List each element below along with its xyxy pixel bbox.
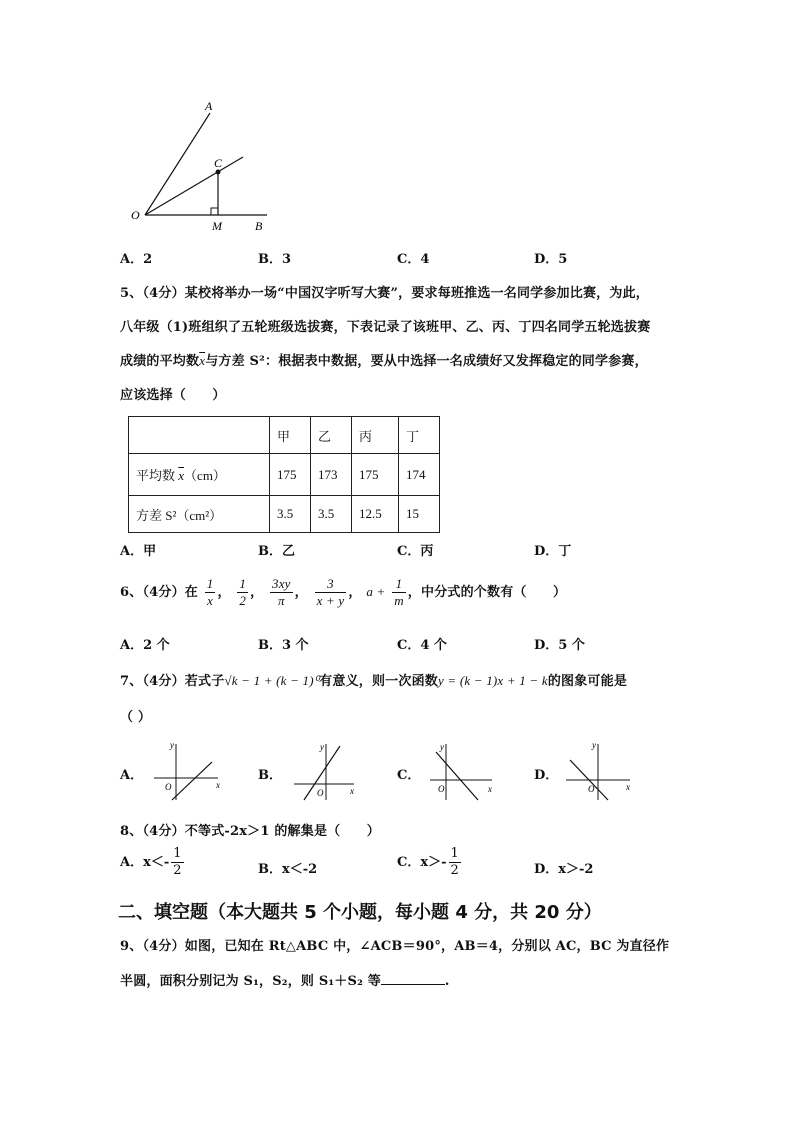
q5-score-table (128, 416, 440, 533)
graph-b[interactable] (290, 738, 365, 802)
svg-text:y: y (592, 740, 596, 750)
section-heading: 二、填空题（本大题共 5 个小题，每小题 4 分，共 20 分） (118, 902, 602, 923)
table-cell: 3.5 (270, 496, 311, 533)
graph-d[interactable] (564, 738, 644, 802)
q7-option-c[interactable]: C． (397, 768, 421, 783)
q9-line2: 半圆，面积分别记为 S₁，S₂，则 S₁＋S₂ 等 . (120, 974, 450, 989)
q4-option-a[interactable]: A．2 (120, 252, 153, 267)
svg-text:y: y (440, 742, 444, 752)
q8-option-c[interactable]: C．x＞- $\frac{1}{2}$ (397, 846, 459, 878)
table-cell: 174 (399, 454, 440, 496)
table-cell: 3.5 (311, 496, 352, 533)
graph-c[interactable] (428, 738, 503, 802)
answer-blank[interactable] (381, 972, 445, 985)
table-header-cell: 甲 (270, 417, 311, 454)
q8-question: 8、（4分）不等式-2x＞1 的解集是（ ） (120, 824, 380, 839)
q7-line1: 7、（4分）若式子√k − 1 + (k − 1)⁰有意义，则一次函数y = (k − 1)x + 1 − k的图象可能是 (120, 673, 628, 689)
fraction-half: $\frac{1}{2}$ (450, 846, 459, 878)
fraction-3-xy: $\frac{3}{x + y}$ (316, 576, 345, 608)
label-a: A (205, 99, 213, 113)
table-cell: 175 (270, 454, 311, 496)
q7-line2: （ ） (120, 710, 152, 725)
q7-option-b[interactable]: B． (258, 768, 282, 783)
label-b: B (255, 219, 263, 233)
table-cell: 15 (399, 496, 440, 533)
table-header-cell: 丙 (352, 417, 399, 454)
q7-option-d[interactable]: D． (534, 768, 559, 783)
q5-option-b[interactable]: B．乙 (258, 544, 295, 559)
svg-text:O: O (588, 784, 595, 794)
q9-line1: 9、（4分）如图，已知在 Rt△ABC 中，∠ACB＝90°，AB＝4，分别以 AC，BC 为直径作 (120, 939, 670, 954)
right-angle-mark (211, 208, 218, 215)
q8-option-b[interactable]: B．x＜-2 (258, 862, 318, 877)
svg-text:x: x (350, 786, 354, 796)
q5-option-c[interactable]: C．丙 (397, 544, 434, 559)
svg-text:y: y (320, 742, 324, 752)
q5-line3: 成绩的平均数$\overline{x}$与方差 S²：根据表中数据，要从中选择一名成绩好又发挥稳定的同学参赛， (120, 353, 648, 369)
q5-option-a[interactable]: A．甲 (120, 544, 157, 559)
fraction-3xy-pi: $\frac{3xy}{\pi}$ (272, 576, 291, 608)
q5-line4: 应该选择（ ） (120, 388, 226, 403)
ray-oa (145, 113, 210, 215)
svg-text:y: y (170, 740, 174, 750)
graph-a[interactable] (150, 738, 225, 802)
table-header-row (129, 417, 440, 454)
q4-option-d[interactable]: D．5 (534, 252, 568, 267)
q5-line2: 八年级（1)班组织了五轮班级选拔赛，下表记录了该班甲、乙、丙、丁四名同学五轮选拔赛 (120, 320, 651, 335)
q6-line: 6、（4分）在 $\frac{1}{x}$ ， $\frac{1}{2}$ ， $\frac{3xy}{\pi}$ ， $\frac{3}{x + y}$ ， a + $\frac{1}{m}$ ，中分式的个数有（ ） (120, 576, 567, 608)
q6-option-c[interactable]: C．4 个 (397, 638, 447, 653)
q4-option-c[interactable]: C．4 (397, 252, 430, 267)
table-header-cell: 丁 (399, 417, 440, 454)
table-cell: 12.5 (352, 496, 399, 533)
q5-option-d[interactable]: D．丁 (534, 544, 572, 559)
q8-option-d[interactable]: D．x＞-2 (534, 862, 594, 877)
table-row (129, 454, 440, 496)
label-c: C (214, 156, 223, 170)
svg-text:x: x (488, 784, 492, 794)
svg-text:x: x (626, 782, 630, 792)
svg-text:O: O (438, 784, 445, 794)
svg-text:O: O (165, 782, 172, 792)
label-m: M (212, 219, 222, 233)
table-row (129, 496, 440, 533)
point-c (216, 170, 221, 175)
svg-text:O: O (317, 788, 324, 798)
svg-text:x: x (216, 780, 220, 790)
q6-option-d[interactable]: D．5 个 (534, 638, 585, 653)
row-label-mean: 平均数 $\overline{x}(cm)$ (129, 454, 270, 496)
line-graph-a (172, 762, 212, 800)
ray-oc (145, 157, 243, 215)
fraction-1-x: $\frac{1}{x}$ (206, 576, 214, 608)
fraction-1-2: $\frac{1}{2}$ (239, 576, 247, 608)
q7-option-a[interactable]: A． (120, 768, 144, 783)
table-header-cell: 乙 (311, 417, 352, 454)
q6-option-b[interactable]: B．3 个 (258, 638, 309, 653)
q6-option-a[interactable]: A．2 个 (120, 638, 170, 653)
q5-line1: 5、（4分）某校将举办一场“中国汉字听写大赛”，要求每班推选一名同学参加比赛，为此， (120, 286, 649, 301)
q8-option-a[interactable]: A．x＜- $\frac{1}{2}$ (120, 846, 182, 878)
row-label-variance: 方差 S²（cm²） (129, 496, 270, 533)
label-o: O (131, 208, 140, 222)
q4-option-b[interactable]: B．3 (258, 252, 292, 267)
table-cell: 173 (311, 454, 352, 496)
angle-figure (125, 95, 275, 235)
fraction-half: $\frac{1}{2}$ (173, 846, 182, 878)
table-cell: 175 (352, 454, 399, 496)
table-header-cell (129, 417, 270, 454)
fraction-1-m: $\frac{1}{m}$ (394, 576, 404, 608)
